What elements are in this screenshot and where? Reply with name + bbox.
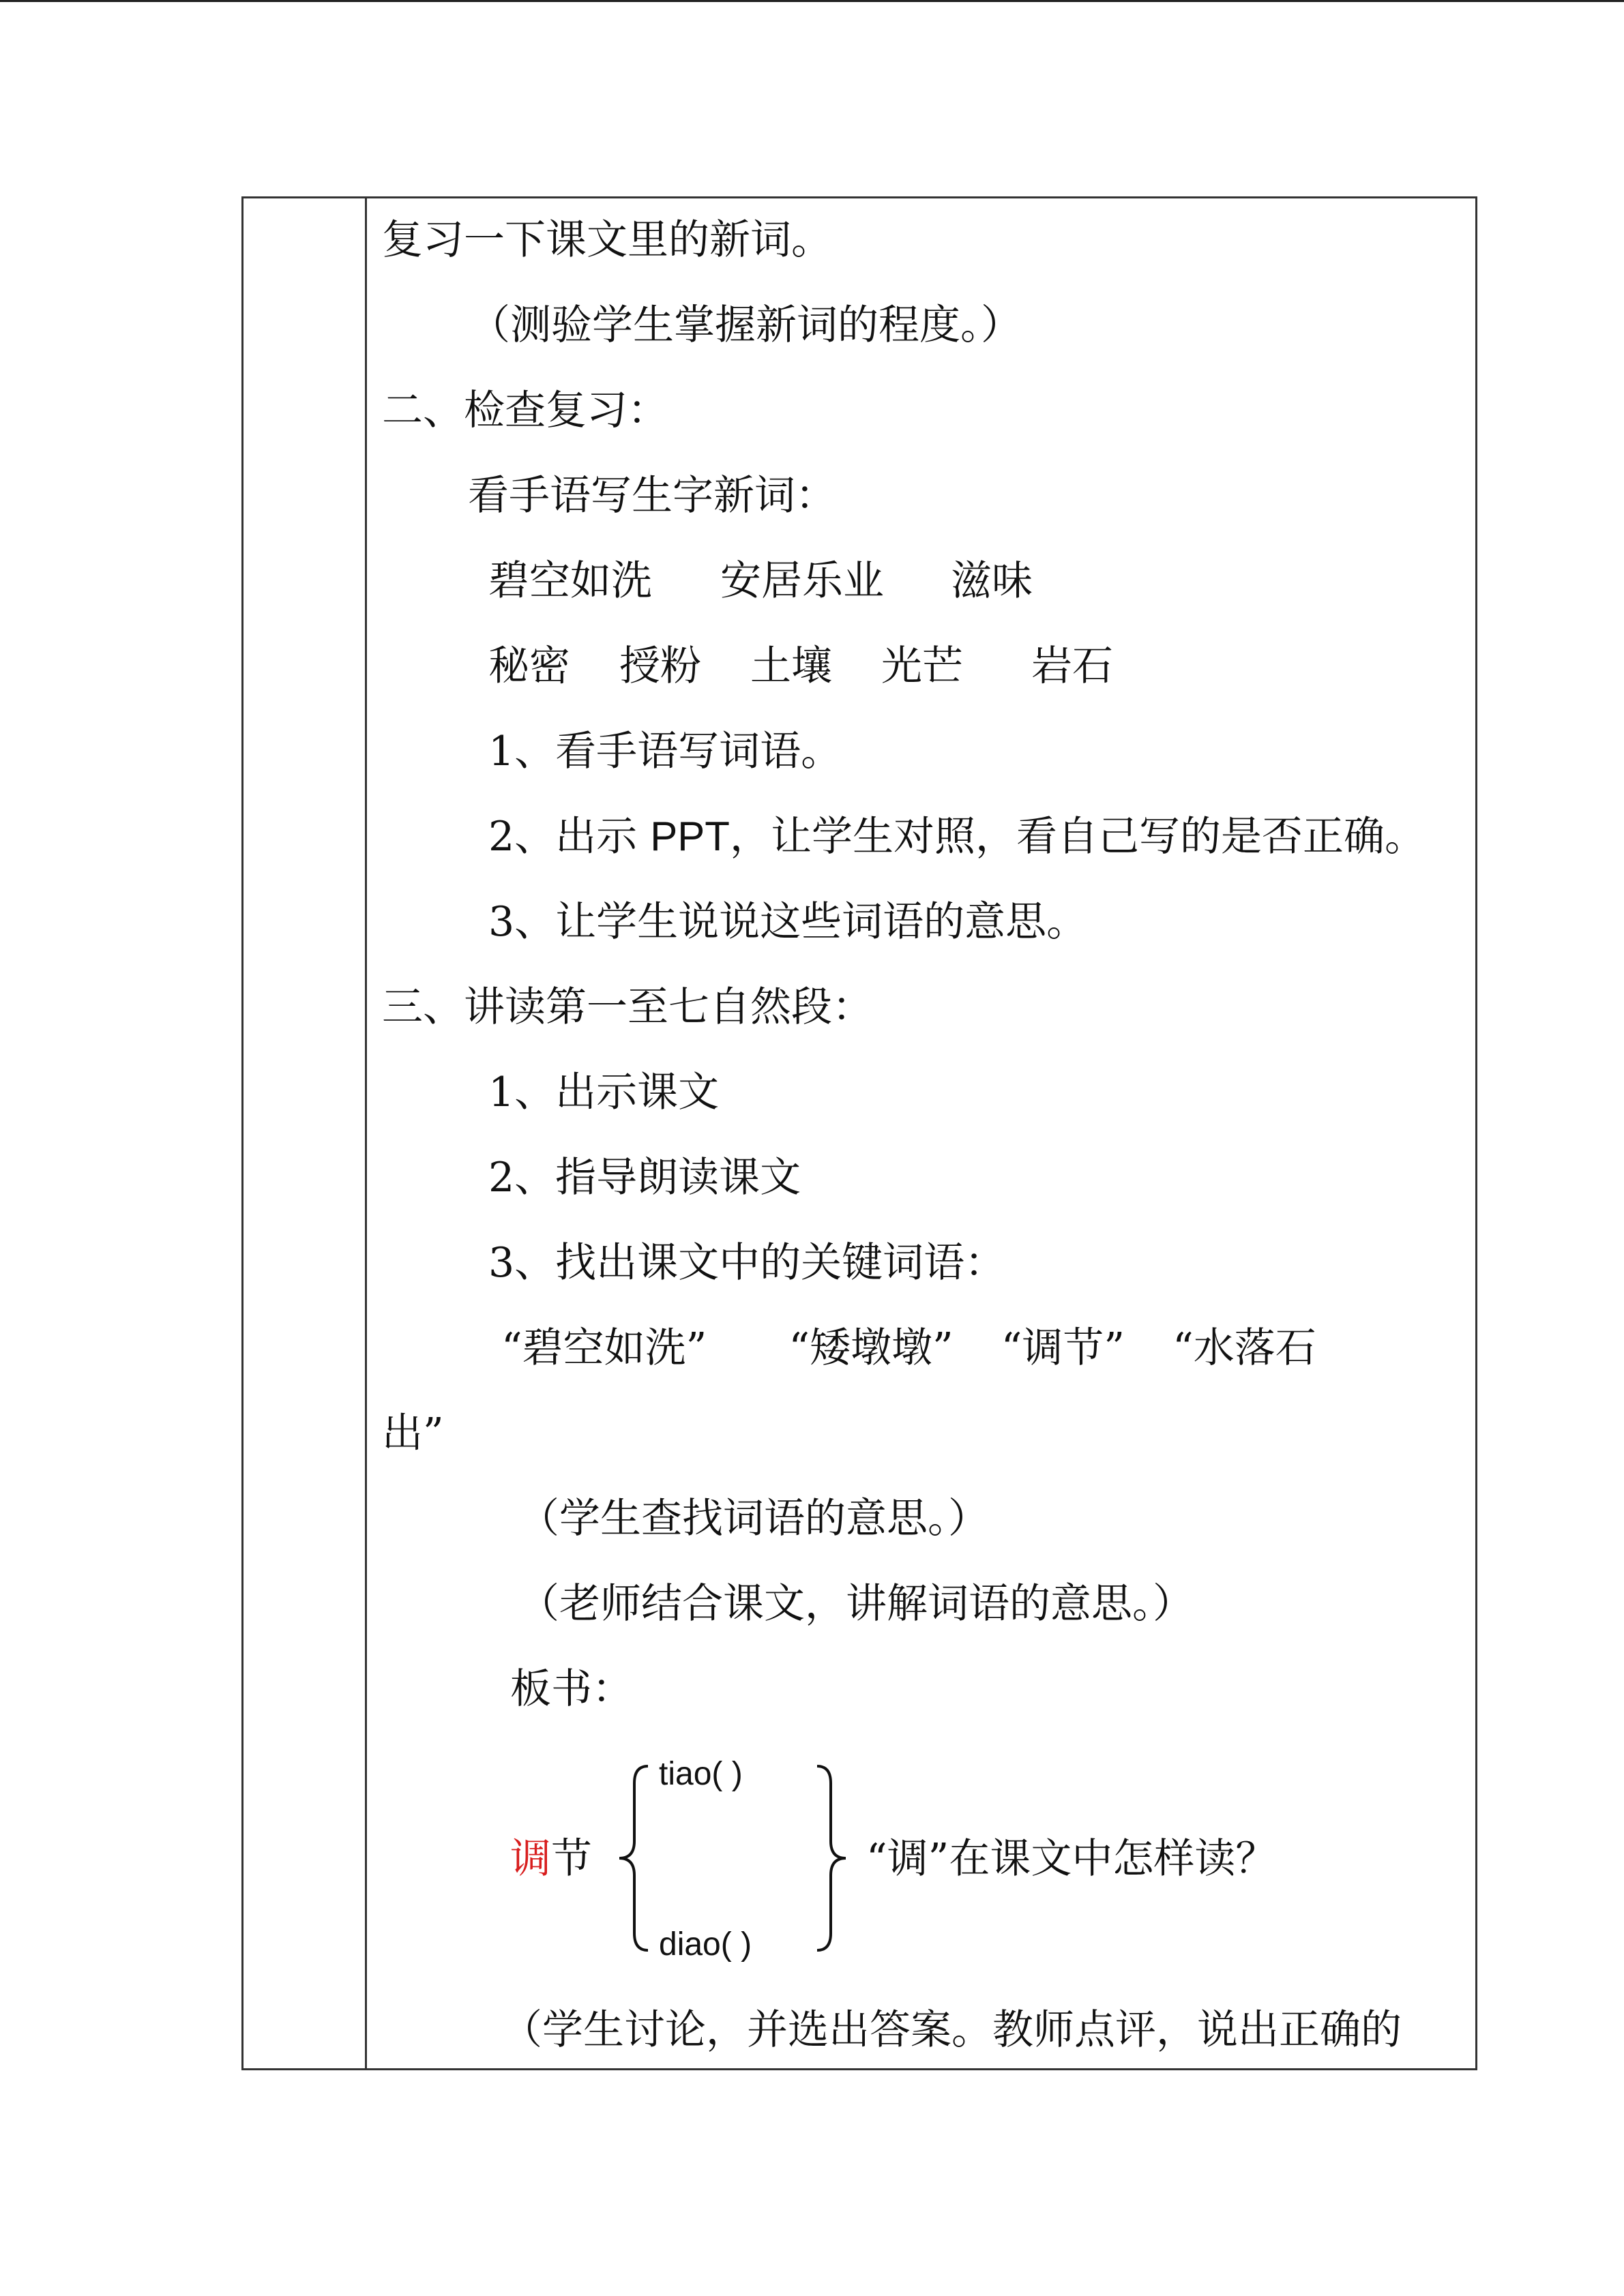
board-word: 调节: [510, 1835, 592, 1883]
keyword-row-wrap: 出”: [382, 1410, 444, 1457]
lesson-table: [241, 196, 1477, 2070]
highlighted-char: 调: [510, 1835, 551, 1883]
keyword: “碧空如洗”: [501, 1324, 707, 1372]
section-heading-3: 三、讲读第一至七自然段：: [382, 983, 873, 1031]
word: 岩石: [1031, 642, 1113, 690]
word: 滋味: [951, 557, 1033, 605]
step-1: 1、看手语写词语。: [488, 728, 842, 775]
step-3-1: 1、出示课文: [488, 1069, 720, 1116]
step-2: 2、出示 PPT，让学生对照，看自己写的是否正确。: [488, 813, 1426, 861]
step-3-2: 2、指导朗读课文: [488, 1154, 801, 1202]
board-question: “调”在课文中怎样读？: [866, 1835, 1277, 1883]
step-3: 3、让学生说说这些词语的意思。: [488, 898, 1088, 946]
word: 秘密: [488, 642, 570, 690]
word-row-2: [488, 639, 1113, 694]
ppt-label: PPT: [650, 814, 730, 859]
page-top-border: [0, 0, 1624, 2]
section-heading-2: 二、检查复习：: [382, 387, 668, 434]
text-line-test-note: （测验学生掌握新词的程度。）: [469, 301, 1022, 349]
word: 安居乐业: [720, 557, 884, 605]
right-brace: [810, 1763, 851, 1954]
note-discussion: （学生讨论，并选出答案。教师点评，说出正确的: [501, 2006, 1402, 2054]
word: 授粉: [619, 642, 701, 690]
word: 光芒: [881, 642, 963, 690]
keyword-row: [501, 1321, 1316, 1375]
note-student-lookup: （学生查找词语的意思。）: [518, 1495, 989, 1542]
step-3-3: 3、找出课文中的关键词语：: [488, 1239, 1006, 1287]
board-label: 板书：: [510, 1665, 633, 1713]
left-brace: [614, 1763, 655, 1954]
word: 碧空如洗: [488, 557, 652, 605]
table-column-divider: [365, 198, 367, 2068]
text-line-sign-write: 看手语写生字新词：: [468, 472, 836, 520]
word: 土壤: [750, 642, 832, 690]
word-row-1: [488, 554, 1033, 608]
keyword: “矮墩墩”: [788, 1324, 954, 1372]
note-teacher-explain: （老师结合课文，讲解词语的意思。）: [518, 1580, 1194, 1628]
keyword: “调节”: [1001, 1324, 1125, 1372]
keyword: “水落石: [1172, 1324, 1316, 1372]
text-line-review: 复习一下课文里的新词。: [382, 216, 832, 264]
reading-tiao: tiao( ): [659, 1756, 743, 1792]
reading-diao: diao( ): [659, 1926, 752, 1963]
